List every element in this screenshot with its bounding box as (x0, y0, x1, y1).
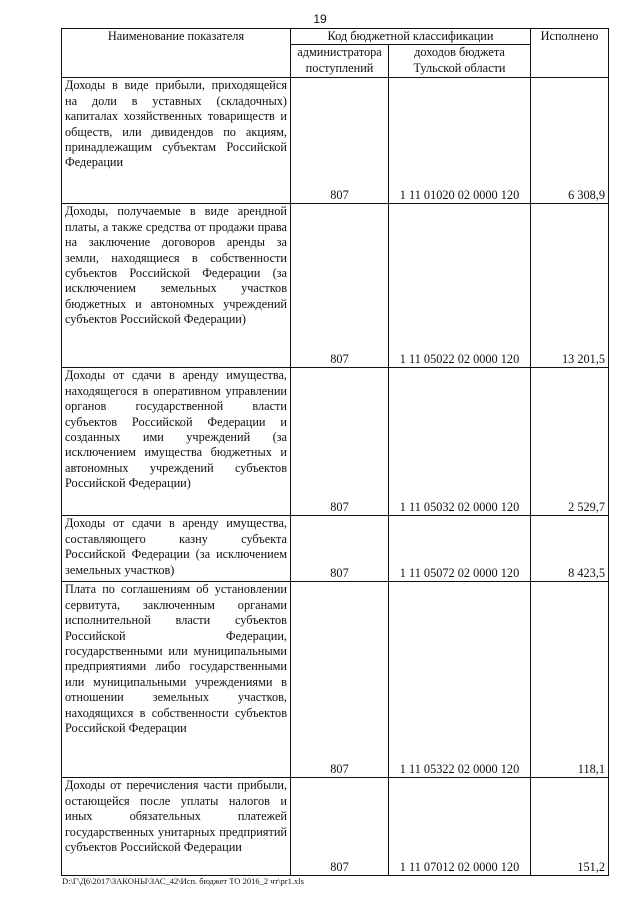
row-indicator-name: Доходы, получаемые в виде арендной платы, а также средства от продажи права на заключение договоров аренды за земли, находящиеся в собственности субъектов Российской Федерации (за исключением земельных участков бюджетных и автономных учреждений субъектов Российской Федерации) (62, 204, 291, 368)
row-indicator-name: Плата по соглашениям об установлении сервитута, заключенным органами исполнительной власти субъектов Российской Федерации, государственными или муниципальными предприятиями либо государственными или муниципальными учреждениями в отношении земельных участков, находящихся в собственности субъектов Российской Федерации (62, 582, 291, 778)
row-executed-value: 2 529,7 (531, 368, 609, 516)
row-executed-value: 151,2 (531, 778, 609, 876)
file-path-footer: D:\Г\Д6\2017\ЗАКОНЫ\ЗАС_42\Исп. бюджет ТО 2016_2 чт\pr1.xls (62, 876, 304, 886)
table-row (62, 778, 609, 876)
row-budget-code: 1 11 07012 02 0000 120 (389, 778, 531, 876)
header-administrator: администратора поступлений (291, 45, 389, 78)
table-row (62, 204, 609, 368)
table-row (62, 582, 609, 778)
row-indicator-name: Доходы от сдачи в аренду имущества, составляющего казну субъекта Российской Федерации (за исключением земельных участков) (62, 516, 291, 582)
row-admin-code: 807 (291, 78, 389, 204)
row-budget-code: 1 11 05022 02 0000 120 (389, 204, 531, 368)
row-indicator-name: Доходы от сдачи в аренду имущества, находящегося в оперативном управлении органов государственной власти субъектов Российской Федерации и созданных ими учреждений (за исключением имущества бюджетных и автономных учреждений субъектов Российской Федерации) (62, 368, 291, 516)
table-row (62, 368, 609, 516)
row-admin-code: 807 (291, 778, 389, 876)
row-budget-code: 1 11 05032 02 0000 120 (389, 368, 531, 516)
row-indicator-name: Доходы от перечисления части прибыли, остающейся после уплаты налогов и иных обязательных платежей государственных унитарных предприятий субъектов Российской Федерации (62, 778, 291, 876)
header-indicator-name: Наименование показателя (62, 29, 291, 78)
header-executed: Исполнено (531, 29, 609, 78)
row-admin-code: 807 (291, 204, 389, 368)
budget-revenue-table (61, 28, 609, 876)
row-budget-code: 1 11 01020 02 0000 120 (389, 78, 531, 204)
row-budget-code: 1 11 05322 02 0000 120 (389, 582, 531, 778)
row-admin-code: 807 (291, 368, 389, 516)
row-executed-value: 118,1 (531, 582, 609, 778)
row-indicator-name: Доходы в виде прибыли, приходящейся на доли в уставных (складочных) капиталах хозяйственных товариществ и обществ, или дивидендов по акциям, принадлежащим субъектам Российской Федерации (62, 78, 291, 204)
table-row (62, 78, 609, 204)
row-executed-value: 13 201,5 (531, 204, 609, 368)
row-admin-code: 807 (291, 582, 389, 778)
header-classification-code: Код бюджетной классификации (291, 29, 531, 45)
row-admin-code: 807 (291, 516, 389, 582)
page-number: 19 (313, 12, 327, 26)
table-row (62, 516, 609, 582)
row-executed-value: 8 423,5 (531, 516, 609, 582)
header-revenue-code: доходов бюджета Тульской области (389, 45, 531, 78)
row-budget-code: 1 11 05072 02 0000 120 (389, 516, 531, 582)
row-executed-value: 6 308,9 (531, 78, 609, 204)
